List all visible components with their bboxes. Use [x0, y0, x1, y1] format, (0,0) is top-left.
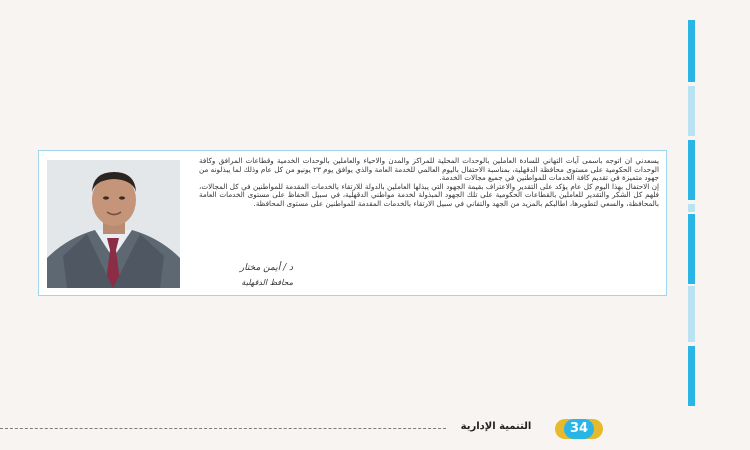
page-number: 34 — [564, 419, 594, 439]
side-tab-7 — [688, 346, 695, 406]
governor-message-card — [38, 150, 667, 296]
side-tab-1 — [688, 20, 695, 82]
magazine-title: التنمية الإدارية — [460, 421, 532, 432]
message-paragraph-1: يسعدني ان اتوجه باسمى آيات التهاني للسادة العاملين بالوحدات المحلية للمراكز والمدن والاحياء والعاملين بالوحدات الخدمية وقطاعات المرافق وكافة الوحدات الحكومية على مستوى محافظة الدقهلية، بمناسبة الاحتفال باليوم العالمي للخدمة العامة والذي يوافق يوم ٢٣ يونيو من كل عام وذلك لما يبذلونه من جهود متميزة في تقديم كافة الخدمات للمواطنين في جميع مجالات الخدمة. — [199, 156, 659, 183]
governor-photo — [47, 160, 180, 288]
side-tab-3 — [688, 140, 695, 200]
page-number-badge — [555, 419, 603, 439]
side-tab-6 — [688, 286, 695, 342]
signature-title: محافظ الدقهلية — [241, 278, 293, 287]
side-tab-2 — [688, 86, 695, 136]
signature-block — [197, 263, 293, 287]
side-tab-5 — [688, 214, 695, 284]
message-text — [199, 157, 659, 209]
message-paragraph-2: إن الاحتفال بهذا اليوم كل عام يؤكد على التقدير والاعتراف بقيمة الجهود التي يبذلها العاملين بالدولة للارتقاء بالخدمات المقدمة للمواطنين في كل المجالات، فلهم كل الشكر والتقدير للعاملين بالقطاعات الحكومية على تلك الجهود المبذولة لخدمة مواطني الدقهلية، في سبيل الحفاظ على مستوى الخدمات العامة بالمحافظة، والسعي لتطويرها، اطالبكم بالمزيد من الجهد والتفاني في سبيل الارتقاء بالخدمات المقدمة للمواطنين على مستوى المحافظة. — [199, 181, 659, 208]
side-tab-4 — [688, 204, 695, 212]
footer-divider — [0, 428, 446, 429]
signature-name: د / أيمن مختار — [239, 263, 293, 273]
